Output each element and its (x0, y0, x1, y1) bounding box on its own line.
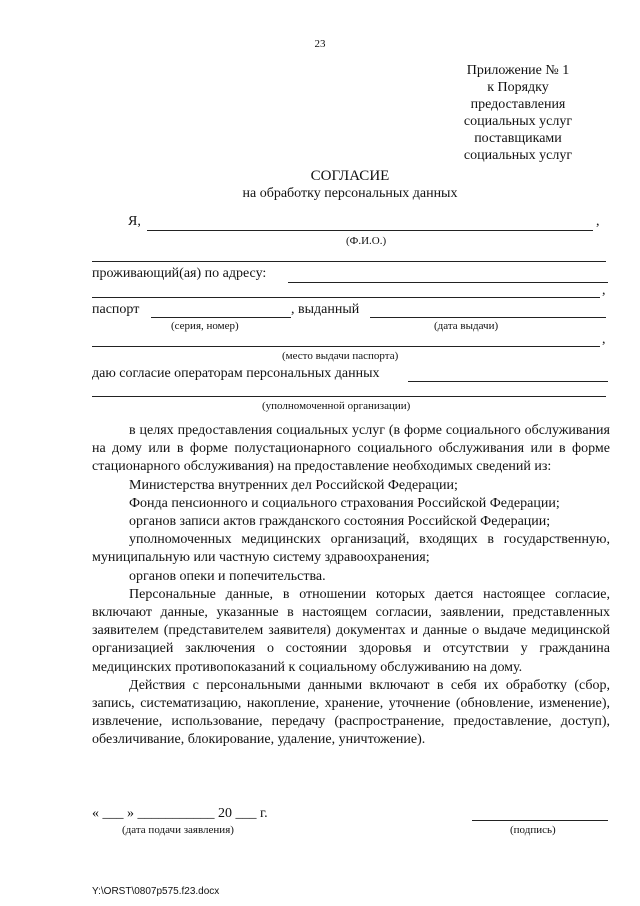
issue-place-caption: (место выдачи паспорта) (282, 350, 399, 362)
actions-paragraph: Действия с персональными данными включают в себя их обработку (сбор, запись, систематизацию, накопление, хранение, уточнение (обновление, изменение), извлечение, использование, передачу (распространение, предоставление, доступ), обезличивание, блокирование, удаление, уничтожение). (92, 677, 610, 748)
page-number: 23 (314, 38, 326, 50)
operator-continuation-field[interactable] (92, 396, 606, 397)
passport-issue-date-field[interactable] (370, 317, 606, 318)
fio-caption: (Ф.И.О.) (346, 235, 387, 247)
signature-caption: (подпись) (510, 824, 556, 836)
appendix-line: социальных услуг (463, 148, 573, 163)
consent-label: даю согласие операторам персональных данных (92, 366, 380, 381)
document-title: СОГЛАСИЕ (310, 168, 390, 184)
org-caption: (уполномоченной организации) (262, 400, 411, 412)
consent-body (92, 422, 610, 750)
appendix-line: поставщиками (474, 131, 562, 146)
passport-series-field[interactable] (151, 317, 291, 318)
address-label: проживающий(ая) по адресу: (92, 266, 267, 281)
signature-field[interactable] (472, 820, 608, 821)
purpose-paragraph: в целях предоставления социальных услуг (в форме социального обслуживания на дому или в форме полустационарного социального обслуживания или в форме стационарного обслуживания) на предоставление необходимых сведений из: (92, 423, 610, 475)
source-item: Министерства внутренних дел Российской Федерации; (129, 477, 458, 493)
file-path: Y:\ORST\0807p575.f23.docx (92, 886, 220, 897)
address-comma: , (602, 283, 606, 298)
date-caption: (дата подачи заявления) (122, 824, 234, 836)
appendix-block (440, 62, 596, 164)
personal-data-paragraph: Персональные данные, в отношении которых дается настоящее согласие, включают данные, указанные в настоящем согласии, заявлении, представленных заявителем (представителем заявителя) документах и данные о выдаче медицинской организацией заключения о состоянии здоровья и отсутствии у гражданина медицинских противопоказаний к социальному обслуживанию на дому. (92, 586, 610, 675)
fio-field[interactable] (147, 230, 593, 231)
source-item: органов записи актов гражданского состояния Российской Федерации; (129, 514, 551, 530)
appendix-line: предоставления (470, 97, 566, 112)
fio-comma: , (596, 214, 600, 229)
appendix-line: к Порядку (487, 80, 549, 95)
address-field[interactable] (288, 282, 608, 283)
source-item: Фонда пенсионного и социального страхования Российской Федерации; (129, 495, 560, 511)
fio-continuation-field[interactable] (92, 261, 606, 262)
issue-date-caption: (дата выдачи) (434, 320, 499, 332)
i-label: Я, (128, 214, 141, 229)
passport-issue-place-field[interactable] (92, 346, 600, 347)
appendix-line: Приложение № 1 (466, 63, 570, 78)
series-caption: (серия, номер) (171, 320, 239, 332)
document-subtitle: на обработку персональных данных (242, 186, 458, 201)
issue-place-comma: , (602, 332, 606, 347)
passport-label: паспорт (92, 302, 140, 317)
source-item: органов опеки и попечительства. (129, 568, 326, 584)
operator-field[interactable] (408, 381, 608, 382)
date-line[interactable]: « ___ » ___________ 20 ___ г. (92, 806, 268, 821)
address-continuation-field[interactable] (92, 297, 600, 298)
appendix-line: социальных услуг (463, 114, 573, 129)
source-item: уполномоченных медицинских организаций, входящих в государственную, муниципальную или частную систему здравоохранения; (92, 532, 610, 566)
issued-label: , выданный (291, 302, 360, 317)
